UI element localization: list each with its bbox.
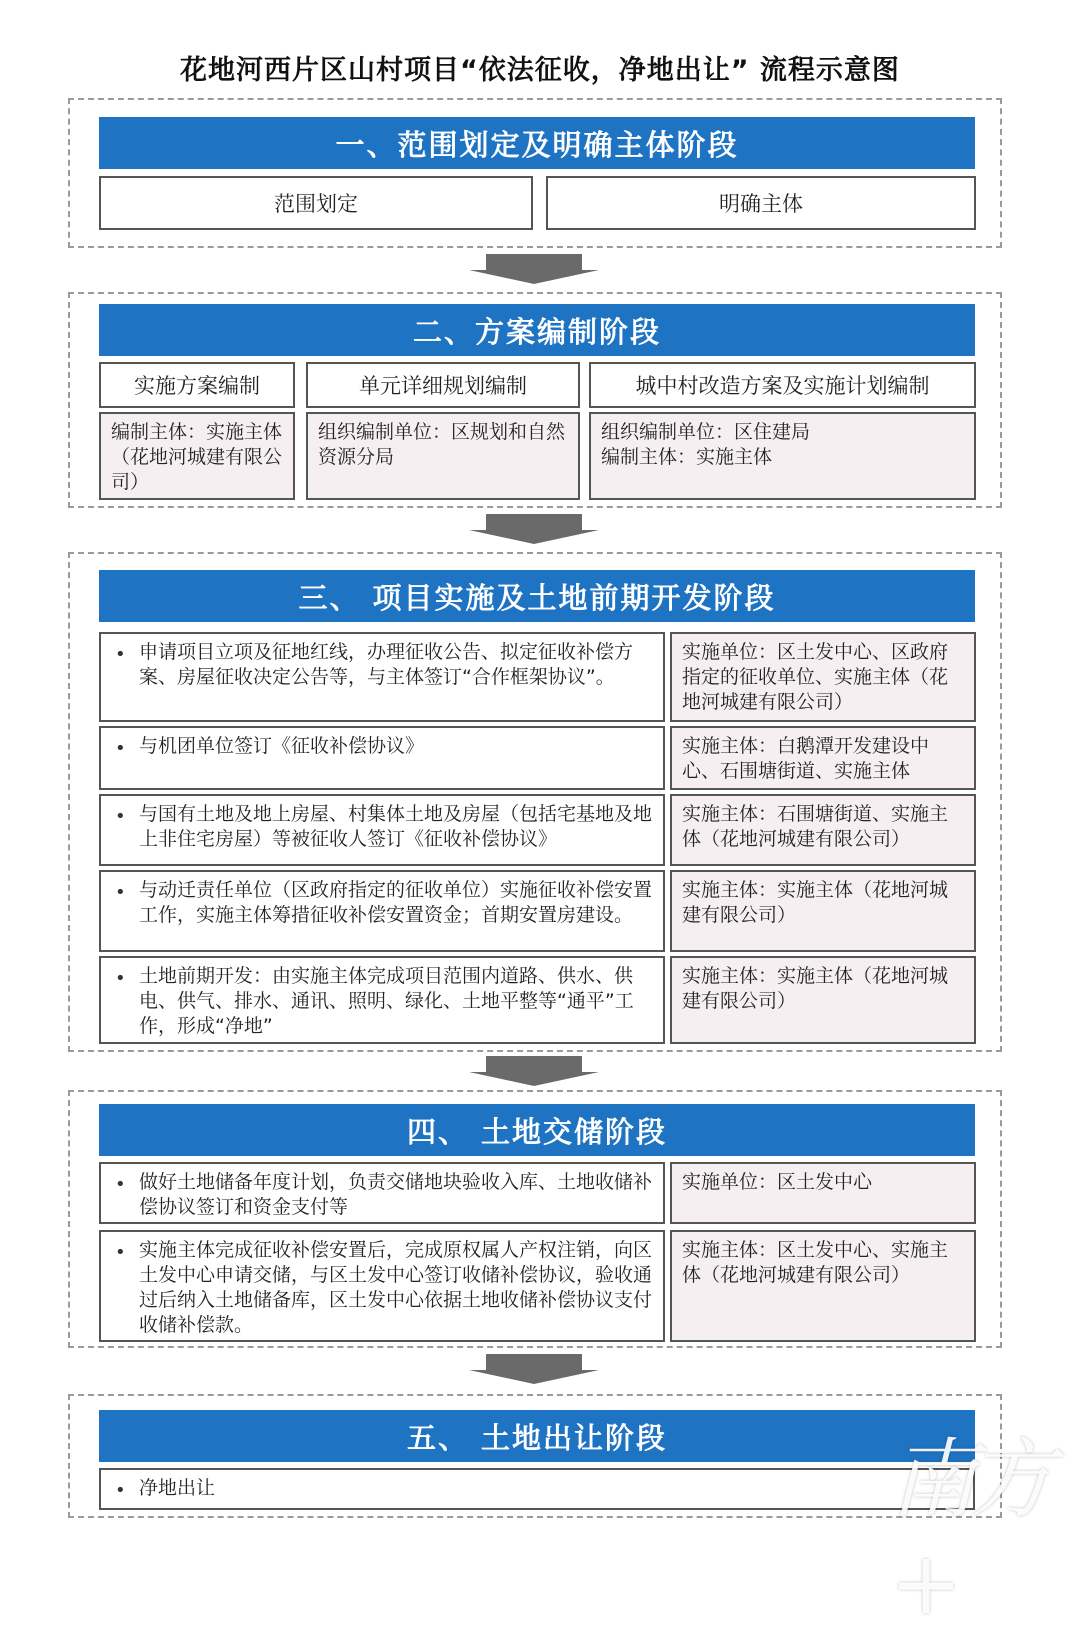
stage-5-item-1 [99, 1468, 975, 1510]
bullet-icon: • [115, 1242, 126, 1263]
bullet-icon: • [115, 1480, 126, 1501]
stage-2-col-1-title: 实施方案编制 [99, 362, 295, 408]
stage-4-task-1-text: 做好土地储备年度计划，负责交储地块验收入库、土地收储补偿协议签订和资金支付等 [139, 1171, 653, 1218]
stage-3-task-1 [99, 632, 665, 722]
stage-5-heading: 五、 土地出让阶段 [99, 1410, 975, 1462]
bullet-icon: • [115, 968, 126, 989]
bullet-icon: • [115, 806, 126, 827]
stage-4-task-1 [99, 1162, 665, 1224]
stage-2-col-3-title: 城中村改造方案及实施计划编制 [589, 362, 976, 408]
stage-3-owner-4: 实施主体：实施主体（花地河城建有限公司） [670, 870, 976, 952]
stage-4-owner-2: 实施主体：区土发中心、实施主体（花地河城建有限公司） [670, 1230, 976, 1342]
stage-3-owner-3: 实施主体：石围塘街道、实施主体（花地河城建有限公司） [670, 794, 976, 866]
stage-2-panel [68, 292, 1002, 508]
stage-4-owner-1: 实施单位：区土发中心 [670, 1162, 976, 1224]
stage-3-task-3 [99, 794, 665, 866]
stage-3-owner-2: 实施主体：白鹅潭开发建设中心、石围塘街道、实施主体 [670, 726, 976, 790]
stage-1-item-subject: 明确主体 [546, 176, 976, 230]
stage-3-owner-1: 实施单位：区土发中心、区政府指定的征收单位、实施主体（花地河城建有限公司） [670, 632, 976, 722]
stage-1-heading: 一、范围划定及明确主体阶段 [99, 117, 975, 169]
bullet-icon: • [115, 882, 126, 903]
stage-3-task-5-text: 土地前期开发：由实施主体完成项目范围内道路、供水、供电、供气、排水、通讯、照明、绿化、土地平整等“通平”工作，形成“净地” [139, 965, 634, 1037]
stage-1-item-scope: 范围划定 [99, 176, 533, 230]
stage-3-task-1-text: 申请项目立项及征地红线，办理征收公告、拟定征收补偿方案、房屋征收决定公告等，与主体签订“合作框架协议”。 [139, 641, 634, 688]
stage-3-task-3-text: 与国有土地及地上房屋、村集体土地及房屋（包括宅基地及地上非住宅房屋）等被征收人签订《征收补偿协议》 [139, 803, 653, 850]
stage-5-item-1-text: 净地出让 [139, 1477, 216, 1499]
stage-2-col-2-detail: 组织编制单位：区规划和自然资源分局 [306, 412, 580, 500]
diagram-title: 花地河西片区山村项目“依法征收，净地出让” 流程示意图 [180, 55, 900, 86]
stage-2-col-3-detail: 组织编制单位：区住建局 编制主体：实施主体 [589, 412, 976, 500]
bullet-icon: • [115, 644, 126, 665]
stage-3-task-4-text: 与动迁责任单位（区政府指定的征收单位）实施征收补偿安置工作，实施主体筹措征收补偿安置资金；首期安置房建设。 [139, 879, 653, 926]
stage-3-task-2-text: 与机团单位签订《征收补偿协议》 [139, 735, 425, 757]
stage-4-task-2 [99, 1230, 665, 1342]
stage-3-owner-5: 实施主体：实施主体（花地河城建有限公司） [670, 956, 976, 1044]
stage-4-panel [68, 1090, 1002, 1348]
stage-3-task-5 [99, 956, 665, 1044]
stage-3-heading: 三、 项目实施及土地前期开发阶段 [99, 570, 975, 622]
stage-1-panel [68, 98, 1002, 248]
bullet-icon: • [115, 1174, 126, 1195]
stage-2-col-2-title: 单元详细规划编制 [306, 362, 580, 408]
stage-4-heading: 四、 土地交储阶段 [99, 1104, 975, 1156]
stage-5-panel [68, 1394, 1002, 1518]
stage-3-task-4 [99, 870, 665, 952]
watermark-logo: 南方+ [890, 1430, 1046, 1634]
bullet-icon: • [115, 738, 126, 759]
stage-2-heading: 二、方案编制阶段 [99, 304, 975, 356]
stage-4-task-2-text: 实施主体完成征收补偿安置后，完成原权属人产权注销，向区土发中心申请交储，与区土发中心签订收储补偿协议，验收通过后纳入土地储备库，区土发中心依据土地收储补偿协议支付收储补偿款。 [139, 1239, 653, 1336]
stage-3-task-2 [99, 726, 665, 790]
stage-2-col-1-detail: 编制主体：实施主体（花地河城建有限公司） [99, 412, 295, 500]
stage-3-panel [68, 552, 1002, 1052]
